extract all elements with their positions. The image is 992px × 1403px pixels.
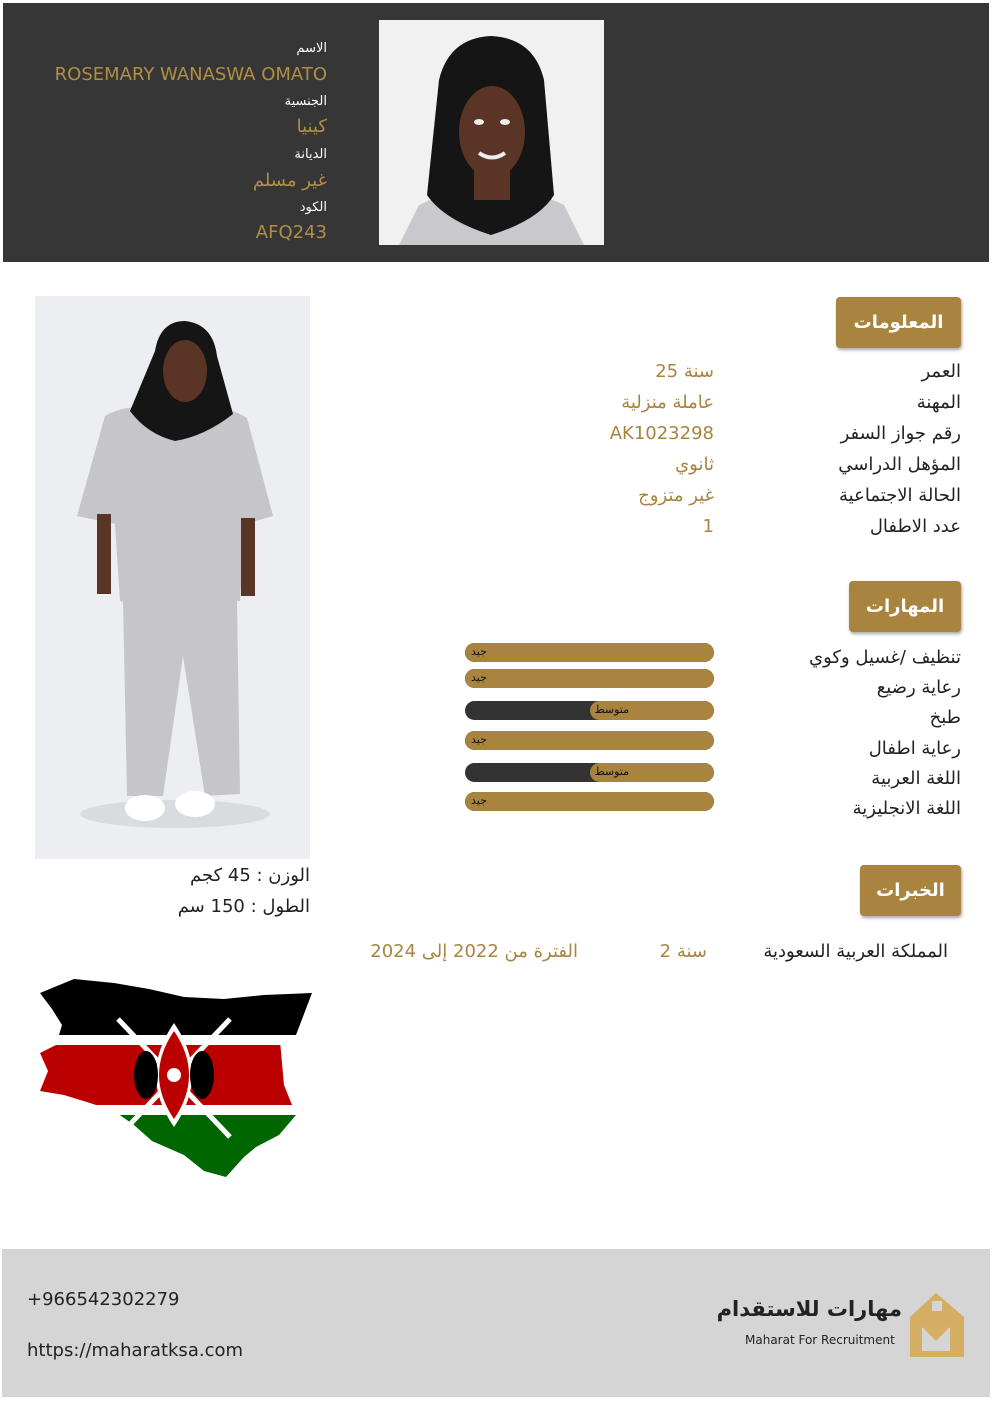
skill-bar-fill xyxy=(465,731,714,750)
footer xyxy=(2,1249,990,1397)
skill-bar xyxy=(465,643,714,662)
skill-label: رعاية رضيع xyxy=(876,677,961,698)
code-label: الكود xyxy=(299,200,327,215)
experience-country: المملكة العربية السعودية xyxy=(763,941,948,962)
children-count-label: عدد الاطفال xyxy=(869,516,961,537)
logo-english-text: Maharat For Recruitment xyxy=(745,1333,895,1347)
marital-status-value: غير متزوج xyxy=(638,485,714,506)
skill-bar-fill xyxy=(465,792,714,811)
skill-level-text: جيد xyxy=(471,671,487,684)
full-body-photo xyxy=(35,296,310,859)
skill-label: تنظيف /غسيل وكوي xyxy=(809,647,961,668)
portrait-photo xyxy=(379,20,604,245)
age-value: 25 سنة xyxy=(655,361,714,382)
phone-number[interactable]: +966542302279 xyxy=(27,1289,180,1310)
skill-bar-fill xyxy=(465,669,714,688)
info-section-title: المعلومات xyxy=(836,297,961,348)
height-text: الطول : 150 سم xyxy=(177,896,310,917)
skill-level-text: جيد xyxy=(471,733,487,746)
profession-value: عاملة منزلية xyxy=(621,392,714,413)
skill-label: طبخ xyxy=(929,707,961,728)
experience-period: الفترة من 2022 إلى 2024 xyxy=(370,941,578,962)
skill-bar xyxy=(465,763,714,782)
education-value: ثانوي xyxy=(675,454,714,475)
name-value: ROSEMARY WANASWA OMATO xyxy=(54,64,327,85)
skill-level-text: متوسط xyxy=(594,703,630,716)
marital-status-label: الحالة الاجتماعية xyxy=(839,485,961,506)
skill-bar xyxy=(465,792,714,811)
weight-text: الوزن : 45 كجم xyxy=(190,865,310,886)
skill-bar xyxy=(465,669,714,688)
education-label: المؤهل الدراسي xyxy=(838,454,961,475)
religion-label: الديانة xyxy=(294,147,327,162)
website-link[interactable]: https://maharatksa.com xyxy=(27,1340,244,1361)
skill-bar xyxy=(465,731,714,750)
age-label: العمر xyxy=(921,361,961,382)
house-logo-icon xyxy=(906,1287,968,1359)
passport-value: AK1023298 xyxy=(609,423,714,444)
skill-bar-fill xyxy=(465,643,714,662)
profession-label: المهنة xyxy=(916,392,961,413)
passport-label: رقم جواز السفر xyxy=(840,423,961,444)
company-logo xyxy=(716,1285,972,1365)
kenya-flag-map xyxy=(34,975,314,1180)
skill-label: اللغة الانجليزية xyxy=(852,798,961,819)
skill-level-text: جيد xyxy=(471,645,487,658)
children-count-value: 1 xyxy=(702,516,714,537)
experience-section-title: الخبرات xyxy=(860,865,961,916)
religion-value: غير مسلم xyxy=(252,170,327,191)
logo-arabic-text: مهارات للاستقدام xyxy=(716,1297,902,1321)
name-label: الاسم xyxy=(296,41,327,56)
code-value: AFQ243 xyxy=(255,222,327,243)
skill-label: رعاية اطفال xyxy=(868,738,961,759)
skill-label: اللغة العربية xyxy=(871,768,961,789)
skill-level-text: متوسط xyxy=(594,765,630,778)
skill-level-text: جيد xyxy=(471,794,487,807)
nationality-label: الجنسية xyxy=(284,94,327,109)
skills-section-title: المهارات xyxy=(849,581,961,632)
skill-bar xyxy=(465,701,714,720)
experience-duration: 2 سنة xyxy=(659,941,707,962)
nationality-value: كينيا xyxy=(296,116,327,137)
